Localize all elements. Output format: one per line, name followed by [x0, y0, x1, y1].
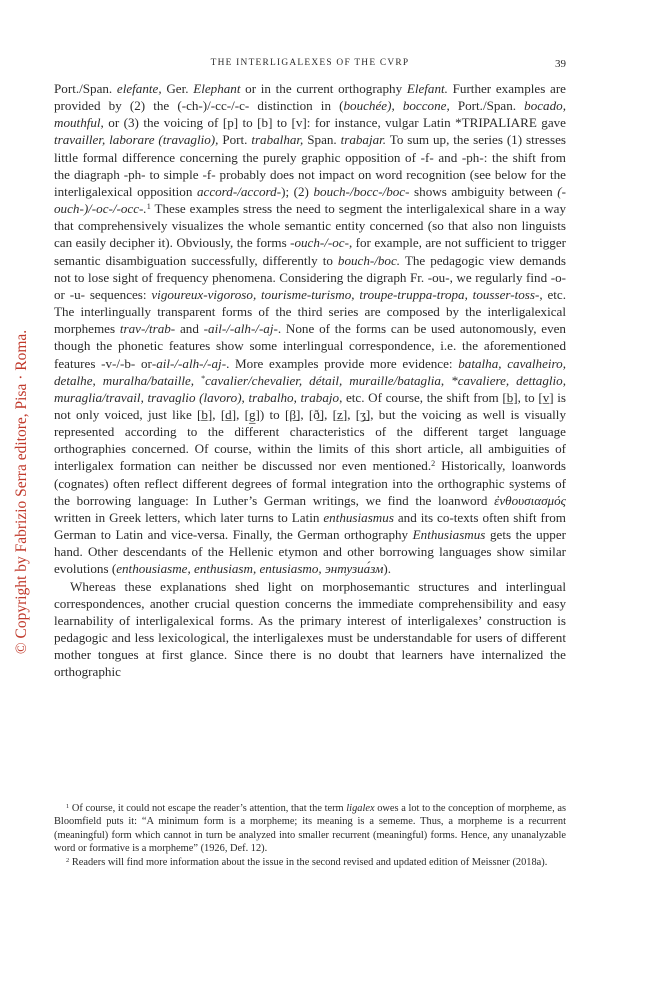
italic-term: enthusiasmus	[323, 509, 394, 525]
copyright-notice: © Copyright by Fabrizio Serra editore, Pisa · Roma.	[13, 329, 30, 655]
italic-term: (-ouch-)/-oc-/-occ-.	[54, 183, 566, 217]
page-number: 39	[555, 58, 566, 70]
text-run: . None of the forms can be used autonomously, even though the phonetic features show some interlingual correspondence, i.e. the aforementioned features -v-/-b- or	[54, 321, 566, 371]
text-run: To sum up, the series (1) stresses little formal difference concerning the purely graphic opposition of -f- and -ph-: the shift from the diagraph -ph- to simple -f- probably does not impact on word recognition (see below for the interligalexical opposition	[54, 132, 566, 199]
footnote-marker: 1	[146, 202, 151, 212]
footnote-marker: 2	[66, 856, 70, 864]
italic-term: -ouch-/-oc-	[290, 235, 349, 251]
text-run: The pedagogic view demands not to lose sight of frequency phenomena. Considering the digraph Fr. -ou-, we regularly find -o- or -u- sequences:	[54, 252, 566, 302]
text-run: Ger.	[161, 81, 194, 96]
footnote-marker: *	[201, 373, 206, 383]
footnote-marker: 2	[431, 459, 436, 469]
italic-term: ἐνθουσιασμός	[494, 492, 566, 508]
italic-term: elefante,	[116, 81, 162, 96]
text-run: owes a lot to the conception of morpheme, as Bloomfield puts it: “A minimum form is a morpheme; its meaning is a sememe. Thus, a morpheme is a recurrent (meaningful) form which cannot in turn be analyzed into smaller recurrent (meaningful) forms. Hence, any unanalyzable word or formative is a morpheme” (1926, Def. 12).	[54, 803, 566, 855]
italic-term: bouchée), boccone,	[343, 98, 450, 114]
text-run: shows ambiguity between	[409, 183, 558, 199]
footnote	[54, 856, 566, 869]
text-run: Of course, it could not escape the reader’s attention, that the term	[69, 803, 347, 814]
text-run: , etc. Of course, the shift from [b̲], to [v̲] is not only voiced, just like [b̲], [d̲], [g̲]) to [β̲], [ð̲], [z̲], [ʒ̲], but the voicing as well is visually represented according to the different characteristics of the different target language orthographies concerned. Of course, within the limits of this short article, all ambiguities of interligalex formation can neither be discussed nor even mentioned.	[54, 389, 567, 474]
text-run: and	[175, 321, 204, 337]
italic-term: bocado, mouthful,	[54, 98, 566, 131]
text-run: Further examples are provided by (2) the (-ch-)/-cc-/-c- distinction in (	[54, 81, 566, 114]
italic-term: trav-/trab-	[119, 321, 176, 337]
text-run: ); (2)	[281, 183, 314, 199]
italic-term: cavalier/chevalier, détail, muraille/bataglia	[205, 372, 441, 388]
text-run: Span.	[303, 132, 341, 148]
footnote	[54, 802, 566, 856]
body-text	[54, 80, 566, 680]
body-paragraph	[54, 578, 566, 681]
text-run: . More examples provide more evidence:	[226, 355, 459, 371]
page-header	[54, 58, 566, 72]
text-run: ,	[440, 372, 452, 388]
italic-term: bouch-/bocc-/boc-	[313, 183, 410, 199]
text-run: , etc. The interlingually transparent forms of the third series are composed by the interligalexical morphemes	[54, 286, 566, 337]
text-run: written in Greek letters, which later turns to Latin	[54, 509, 324, 525]
text-run: ).	[383, 561, 391, 577]
text-run: , for example, are not sufficient to trigger semantic disambiguation successfully, differently to	[54, 235, 566, 268]
footnotes	[54, 802, 566, 869]
italic-term: batalha, cavalheiro, detalhe, muralha/bataille,	[54, 355, 566, 388]
italic-term: trabalhar,	[251, 132, 304, 148]
text-run: These examples stress the need to segment the interligalexical share in a way that comprehensively visualizes the whole semantic entity concerned (so that also non linguists can easily decipher it). Obviously, the forms	[54, 201, 566, 251]
text-run: Readers will find more information about the issue in the second revised and updated edition of Meissner (2018a).	[69, 856, 548, 868]
italic-term: vigoureux-vigoroso, tourisme-turismo, troupe-truppa-tropa, tousser-toss-	[151, 286, 540, 302]
text-run: gets the upper hand. Other descendants of the Hellenic etymon and other borrowing languages show similar evolutions (	[54, 527, 566, 577]
text-run: Historically, loanwords (cognates) often reflect different degrees of formal integration into the orthographic systems of the borrowing language: In Luther’s German writings, we find the loanword	[54, 458, 566, 508]
footnote-marker: 1	[66, 802, 70, 810]
text-run: Whereas these explanations shed light on morphosemantic structures and interlingual correspondences, another crucial question concerns the immediate comprehensibility and easy learnability of interligalexical forms. As the primary interest of interligalexes’ construction is pedagogic and less lexicological, the interligalexes must be understandable for users of different mother tongues at first glance. Since there is no doubt that learners have internalized the orthographic	[54, 578, 566, 680]
text-run: or in the current orthography	[240, 81, 407, 96]
text-run: Port./Span.	[54, 81, 117, 96]
italic-term: -ail-/-alh-/-aj-	[203, 321, 278, 337]
italic-term: Elefant.	[406, 81, 448, 96]
text-run: Port./Span.	[449, 98, 525, 114]
italic-term: accord-/accord-	[196, 183, 282, 199]
italic-term: travailler, laborare (travaglio),	[54, 132, 219, 148]
italic-term: ligalex	[346, 803, 375, 814]
italic-term: bouch-/boc.	[337, 252, 401, 268]
italic-term: Elephant	[193, 81, 241, 96]
italic-term: Enthusiasmus	[412, 527, 486, 543]
italic-term: trabajar.	[340, 132, 387, 148]
text-run: Port.	[218, 132, 252, 148]
italic-term: -ail-/-alh-/-aj-	[151, 355, 227, 371]
italic-term: *cavaliere, dettaglio, muraglia/travail, travaglio (lavoro), trabalho, trabajo	[54, 372, 566, 405]
text-run: and its co-texts often shift from German to Latin and vice-versa. Finally, the German orthography	[54, 509, 566, 543]
text-run: or (3) the voicing of [p] to [b] to [v]: for instance, vulgar Latin *TRIPALIARE gave	[103, 115, 566, 131]
body-paragraph	[54, 80, 566, 578]
running-title: THE INTERLIGALEXES OF THE CVRP	[210, 58, 410, 68]
italic-term: enthousiasme, enthusiasm, entusiasmo, энтузиа́зм	[116, 561, 384, 577]
